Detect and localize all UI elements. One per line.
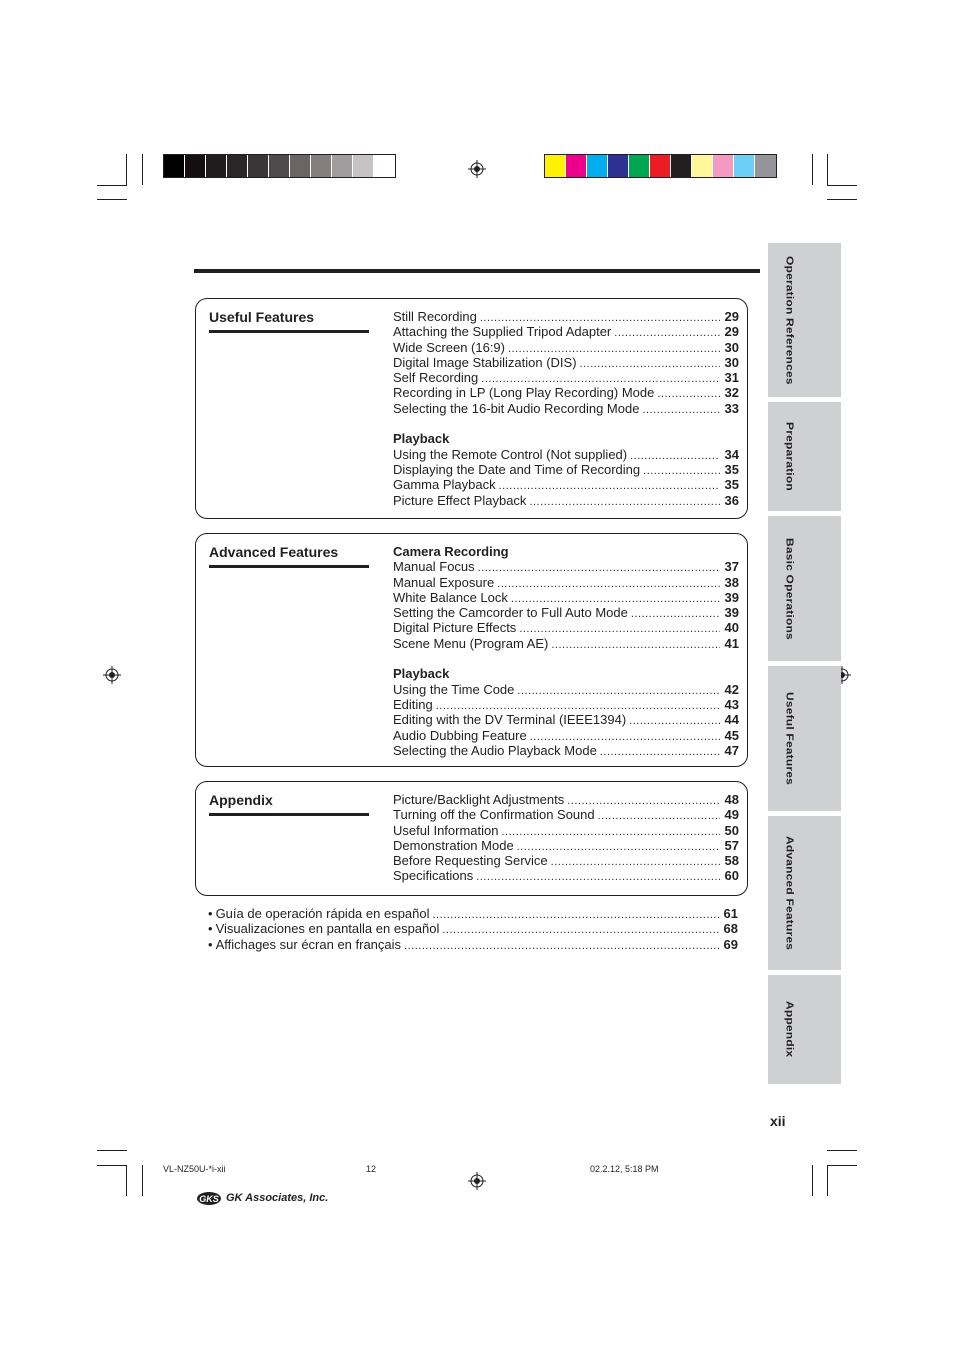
toc-entry[interactable] [393,462,739,477]
toc-entry[interactable] [393,868,739,883]
toc-entry[interactable] [393,559,739,574]
entry-label: Digital Picture Effects [393,620,517,636]
entry-page: 40 [724,620,739,636]
crop-mark [97,199,127,200]
color-swatch [734,155,755,177]
entry-page: 35 [724,461,739,477]
toc-entries [393,544,739,758]
entry-page: 69 [723,936,738,952]
toc-entry[interactable] [393,605,739,620]
entry-label: Picture/Backlight Adjustments [393,792,565,807]
toc-entry[interactable] [393,823,739,838]
entry-label: Displaying the Date and Time of Recording [393,461,641,477]
tab-basic-operations[interactable] [768,516,841,661]
entry-label: Using the Remote Control (Not supplied) [393,446,628,462]
section-title: Useful Features [209,309,369,333]
entry-label: Recording in LP (Long Play Recording) Mode [393,385,655,401]
header-rule [194,269,760,273]
entry-label: Self Recording [393,370,479,386]
gray-swatch [206,155,227,177]
tab-label: Appendix [783,1001,797,1058]
dot-leader [630,449,720,464]
entry-label [208,906,430,921]
entry-label: Selecting the Audio Playback Mode [393,742,597,758]
crop-mark [812,1165,813,1196]
crop-mark [827,154,828,185]
color-bar [544,154,777,178]
gray-swatch [248,155,269,177]
entry-page: 37 [724,559,739,575]
color-swatch [692,155,713,177]
entry-label: Audio Dubbing Feature [393,727,527,743]
toc-entries [393,792,739,884]
gray-swatch [311,155,332,177]
registration-mark-icon [468,1172,486,1190]
grayscale-bar [163,154,396,178]
dot-leader [614,326,720,341]
bullet-icon: • [208,906,213,921]
section-useful-features [195,298,748,519]
dot-leader [476,870,720,885]
gray-swatch [227,155,248,177]
toc-entry[interactable] [393,324,739,339]
company-logo-icon: GKS [197,1192,221,1205]
crop-mark [827,185,857,186]
tab-label: Basic Operations [783,537,797,640]
tab-operation-references[interactable] [768,243,841,397]
toc-entry[interactable] [393,575,739,590]
entry-page: 43 [724,696,739,712]
crop-mark [812,154,813,185]
crop-mark [126,1165,127,1196]
color-swatch [671,155,692,177]
gray-swatch [290,155,311,177]
color-swatch [608,155,629,177]
footer-timestamp: 02.2.12, 5:18 PM [590,1164,659,1174]
dot-leader [497,577,720,592]
dot-leader [600,745,720,760]
crop-mark [97,185,127,186]
entry-page: 47 [724,742,739,758]
dot-leader [642,403,720,418]
color-swatch [629,155,650,177]
crop-mark [142,1165,143,1196]
toc-entry[interactable] [393,636,739,651]
toc-entry[interactable] [393,385,739,400]
entry-page: 45 [724,727,739,743]
toc-entry[interactable] [393,370,739,385]
entry-label: Turning off the Confirmation Sound [393,807,595,823]
entry-page: 42 [724,681,739,697]
color-swatch [650,155,671,177]
entry-label: Specifications [393,868,474,884]
entry-label [208,937,401,952]
toc-entry[interactable] [393,477,739,492]
entry-label: Editing [393,696,433,712]
toc-entry[interactable] [393,309,739,324]
entry-label: Selecting the 16-bit Audio Recording Mode [393,400,640,416]
toc-entry[interactable] [208,937,738,952]
entry-page: 35 [724,477,739,493]
dot-leader [598,809,720,824]
entry-page: 39 [724,589,739,605]
tab-advanced-features[interactable] [768,816,841,970]
toc-entry[interactable] [393,620,739,635]
tab-preparation[interactable] [768,402,841,511]
toc-entry[interactable] [393,447,739,462]
language-guide-list [208,906,738,952]
section-title: Advanced Features [209,544,369,568]
color-swatch [713,155,734,177]
toc-entry[interactable] [208,906,738,921]
entry-label: Manual Focus [393,559,475,575]
crop-mark [827,1150,857,1151]
entry-page: 33 [724,400,739,416]
color-swatch [587,155,608,177]
entry-page: 34 [724,446,739,462]
entry-page: 39 [724,605,739,621]
footer-file: VL-NZ50U-*i-xii [163,1164,226,1174]
entry-text: Affichages sur écran en français [215,936,402,952]
company-name: GK Associates, Inc. [226,1192,329,1204]
entry-page: 50 [724,822,739,838]
toc-entry[interactable] [393,355,739,370]
gray-swatch [374,155,395,177]
dot-leader [502,825,721,840]
tab-useful-features[interactable] [768,666,841,811]
entry-page: 38 [724,574,739,590]
dot-leader [478,561,720,576]
dot-leader [519,622,720,637]
bullet-icon: • [208,936,213,952]
entry-label [208,921,439,936]
section-title: Appendix [209,792,369,816]
entry-label: Setting the Camcorder to Full Auto Mode [393,605,628,621]
entry-page: 57 [724,837,739,853]
dot-leader [442,923,719,938]
toc-entries [393,309,739,508]
gray-swatch [269,155,290,177]
toc-entry[interactable] [208,921,738,936]
registration-mark-icon [468,160,486,178]
tab-label: Preparation [783,422,797,491]
crop-mark [97,1150,127,1151]
entry-label: Digital Image Stabilization (DIS) [393,354,577,370]
toc-entry[interactable] [393,728,739,743]
dot-leader [517,684,720,699]
entry-page: 48 [724,792,739,807]
section-advanced-features [195,533,748,767]
entry-label: Useful Information [393,822,499,838]
dot-leader [529,495,720,510]
registration-mark-icon [103,666,121,684]
toc-entry[interactable] [393,697,739,712]
dot-leader [551,638,720,653]
entry-page: 30 [724,339,739,355]
toc-entry[interactable] [393,401,739,416]
crop-mark [827,199,857,200]
gray-swatch [353,155,374,177]
entry-label: Gamma Playback [393,477,496,493]
entry-page: 68 [723,921,738,937]
entry-text: Guía de operación rápida en español [215,906,430,921]
color-swatch [566,155,587,177]
footer-sheet: 12 [366,1164,377,1174]
dot-leader [629,714,720,729]
crop-mark [827,1165,857,1166]
subsection-heading: Camera Recording [393,544,509,559]
entry-page: 30 [724,354,739,370]
entry-label: Wide Screen (16:9) [393,339,505,355]
entry-page: 58 [724,853,739,869]
gray-swatch [164,155,185,177]
gray-swatch [332,155,353,177]
entry-page: 61 [723,906,738,921]
toc-entry[interactable] [393,712,739,727]
dot-leader [631,607,720,622]
bullet-icon: • [208,921,213,937]
entry-label: Picture Effect Playback [393,492,527,508]
entry-label: Manual Exposure [393,574,495,590]
dot-leader [499,479,720,494]
crop-mark [97,1165,127,1166]
crop-mark [142,154,143,185]
entry-page: 49 [724,807,739,823]
gray-swatch [185,155,206,177]
toc-entry[interactable] [393,853,739,868]
crop-mark [827,1165,828,1196]
entry-page: 29 [724,309,739,324]
toc-entry[interactable] [393,838,739,853]
dot-leader [404,939,719,954]
tab-label: Advanced Features [783,835,797,951]
entry-page: 36 [724,492,739,508]
entry-label: Attaching the Supplied Tripod Adapter [393,324,612,340]
toc-entry[interactable] [393,340,739,355]
entry-label: Scene Menu (Program AE) [393,635,549,651]
dot-leader [643,464,720,479]
toc-entry[interactable] [393,493,739,508]
tab-appendix[interactable] [768,975,841,1084]
color-swatch [755,155,776,177]
crop-mark [126,154,127,185]
entry-label: White Balance Lock [393,589,508,605]
subsection-heading: Playback [393,666,450,682]
entry-page: 41 [724,635,739,651]
entry-label: Demonstration Mode [393,837,514,853]
entry-label: Editing with the DV Terminal (IEEE1394) [393,712,627,728]
tab-label: Useful Features [783,691,797,786]
entry-page: 60 [724,868,739,884]
color-swatch [545,155,566,177]
dot-leader [551,855,720,870]
subsection-heading: Playback [393,431,450,447]
dot-leader [433,908,720,923]
section-appendix [195,781,748,896]
entry-text: Visualizaciones en pantalla en español [215,921,440,937]
page-number: xii [770,1113,786,1129]
tab-label: Operation References [783,255,797,385]
dot-leader [657,387,720,402]
entry-page: 44 [724,712,739,728]
entry-label: Using the Time Code [393,681,515,697]
entry-label: Still Recording [393,309,477,324]
toc-entry[interactable] [393,590,739,605]
entry-page: 29 [724,324,739,340]
entry-label: Before Requesting Service [393,853,548,869]
toc-entry[interactable] [393,807,739,822]
toc-entry[interactable] [393,792,739,807]
entry-page: 31 [724,370,739,386]
toc-entry[interactable] [393,682,739,697]
dot-leader [580,357,720,372]
toc-entry[interactable] [393,743,739,758]
entry-page: 32 [724,385,739,401]
